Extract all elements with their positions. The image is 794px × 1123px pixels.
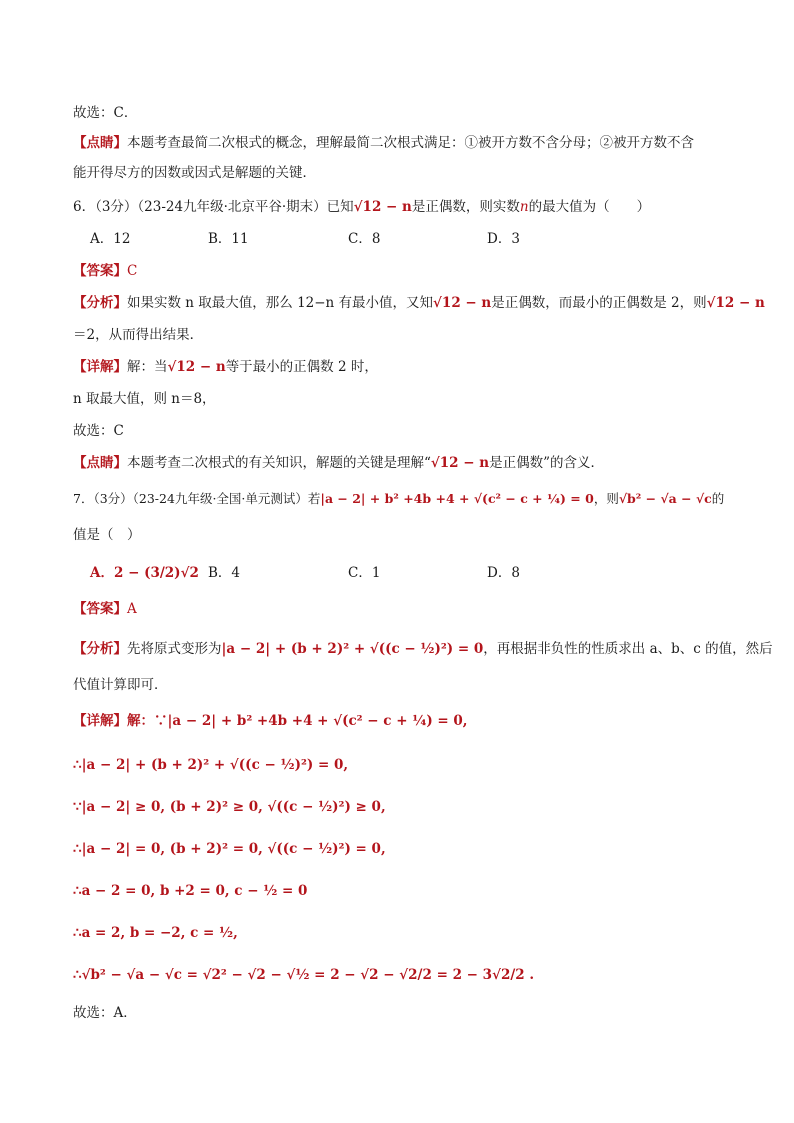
q6-detail-line2: n 取最大值，则 n＝8，: [73, 391, 216, 407]
analysis-tag: 【分析】: [73, 641, 127, 657]
q7-fx2: ，再根据非负性的性质求出 a、b、c 的值，然后: [483, 641, 773, 657]
q6-mid: 是正偶数，则实数: [411, 199, 520, 215]
q6-fx-math2: √12 − n: [706, 295, 765, 311]
q7-detail-line3: ∵|a − 2| ≥ 0, (b + 2)² ≥ 0, √((c − ½)²) ≥ 0,: [73, 799, 386, 815]
q6-option-b: B．11: [208, 231, 249, 247]
q7-detail-line1: [73, 712, 468, 730]
detail-tag: 【详解】: [73, 359, 127, 375]
answer-tag: 【答案】: [73, 263, 127, 279]
question-7-stem: [73, 490, 724, 508]
q7-detail-line5: ∴a − 2 = 0, b +2 = 0, c − ½ = 0: [73, 883, 308, 899]
q6-choose: 故选：C: [73, 423, 124, 439]
q6-option-c: C．8: [348, 231, 381, 247]
q6-analysis-line1: [73, 294, 765, 312]
analysis-tag: 【分析】: [73, 295, 127, 311]
question-6-stem: [73, 198, 650, 216]
q6-xj1-math: √12 − n: [167, 359, 226, 375]
q7-mid: ，则: [593, 491, 619, 506]
answer-value: A: [127, 601, 137, 617]
q6-suffix: 的最大值为（ ）: [528, 199, 651, 215]
q7-detail-line6: ∴a = 2, b = −2, c = ½,: [73, 925, 238, 941]
q7-analysis-line2: 代值计算即可．: [73, 677, 168, 693]
q6-fx-math: √12 − n: [433, 295, 492, 311]
q6-fx2: 是正偶数，而最小的正偶数是 2，则: [491, 295, 707, 311]
q7-stem-line2: 值是（ ）: [73, 527, 141, 543]
q7-fx1: 先将原式变形为: [127, 641, 222, 657]
detail-tag: 【详解】: [73, 713, 127, 729]
q7-suffix: 的: [711, 491, 725, 506]
q6-prefix: 6．（3分）（23-24九年级·北京平谷·期末）已知: [73, 199, 354, 215]
q6-option-d: D．3: [487, 231, 520, 247]
q6-option-a: A．12: [90, 231, 131, 247]
q6-math: √12 − n: [353, 199, 412, 215]
q7-detail-line4: ∴|a − 2| = 0, (b + 2)² = 0, √((c − ½)²) = 0,: [73, 841, 386, 857]
q7-option-d: D．8: [487, 565, 520, 581]
q6-answer: [73, 262, 137, 280]
q6-detail-line1: [73, 358, 378, 376]
q6-analysis-line2: ＝2，从而得出结果．: [73, 327, 204, 343]
note-q5-line2: 能开得尽方的因数或因式是解题的关键．: [73, 165, 316, 181]
q7-choose: 故选：A．: [73, 1005, 137, 1021]
q6-dj-math: √12 − n: [430, 455, 490, 471]
note-tag: 【点睛】: [73, 455, 127, 471]
q6-xj1b: 等于最小的正偶数 2 时，: [225, 359, 378, 375]
q7-option-c: C．1: [348, 565, 381, 581]
q7-xj1: 解：∵|a − 2| + b² +4b +4 + √(c² − c + ¼) = 0,: [127, 713, 468, 729]
q7-option-a: A．2 − (3/2)√2: [90, 565, 199, 581]
q6-dj-b: 是正偶数”的含义．: [489, 455, 604, 471]
answer-tag: 【答案】: [73, 601, 127, 617]
note-tag: 【点睛】: [73, 135, 127, 151]
q7-detail-line2: ∴|a − 2| + (b + 2)² + √((c − ½)²) = 0,: [73, 757, 349, 773]
q7-analysis-line1: [73, 640, 773, 658]
q7-answer: [73, 600, 137, 618]
q6-dj-a: 本题考查二次根式的有关知识，解题的关键是理解“: [127, 455, 431, 471]
q7-fx-math: |a − 2| + (b + 2)² + √((c − ½)²) = 0: [221, 641, 484, 657]
q6-xj1a: 解：当: [127, 359, 168, 375]
answer-value: C: [127, 263, 138, 279]
note-q5-line1: [73, 134, 694, 152]
answer-line-q5: 故选：C．: [73, 105, 138, 121]
q6-fx1: 如果实数 n 取最大值，那么 12−n 有最小值，又知: [127, 295, 434, 311]
q7-math2: √b² − √a − √c: [618, 491, 712, 506]
q7-option-b: B．4: [208, 565, 241, 581]
q6-var-n: n: [519, 199, 529, 215]
q7-prefix: 7．（3分）（23-24九年级·全国·单元测试）若: [73, 491, 321, 506]
q6-note: [73, 454, 604, 472]
q7-math: |a − 2| + b² +4b +4 + √(c² − c + ¼) = 0: [320, 491, 594, 506]
note-text: 本题考查最简二次根式的概念，理解最简二次根式满足：①被开方数不含分母；②被开方数不含: [127, 135, 694, 151]
q7-detail-line7: ∴√b² − √a − √c = √2² − √2 − √½ = 2 − √2 − √2/2 = 2 − 3√2/2 .: [73, 967, 535, 983]
